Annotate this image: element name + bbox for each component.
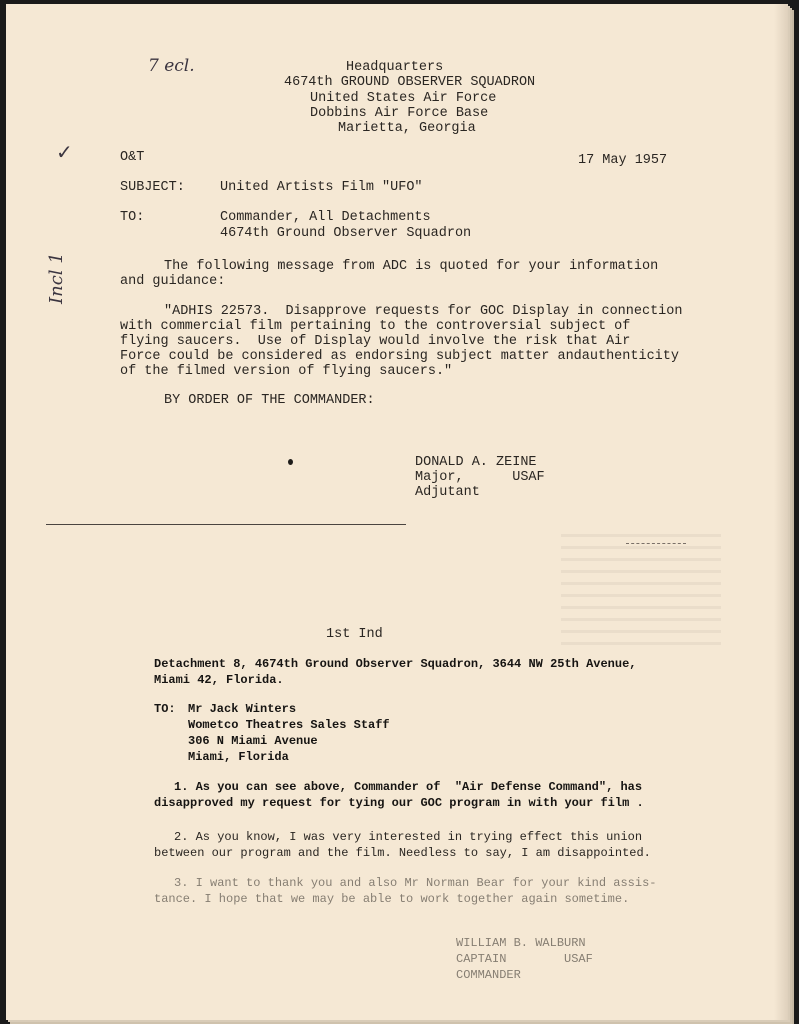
indorsement-signature-title: COMMANDER <box>456 968 521 982</box>
bleed-through-text <box>561 534 721 654</box>
quote-line-4: Force could be considered as endorsing subject matter andauthenticity <box>120 349 679 364</box>
letterhead-base: Dobbins Air Force Base <box>310 106 489 121</box>
indorsement-to-line-1: Mr Jack Winters <box>188 702 297 716</box>
indorsement-to-line-4: Miami, Florida <box>188 750 289 764</box>
memo-date: 17 May 1957 <box>578 153 668 168</box>
handwritten-margin-note: Incl 1 <box>46 252 67 304</box>
indorsement-heading: 1st Ind <box>326 627 383 642</box>
paragraph-2-line-1: 2. As you know, I was very interested in trying effect this union <box>174 830 643 844</box>
quote-line-5: of the filmed version of flying saucers." <box>120 364 453 379</box>
subject-text: United Artists Film "UFO" <box>220 180 423 195</box>
signature-title: Adjutant <box>415 485 480 500</box>
paragraph-3-line-2: tance. I hope that we may be able to work together again sometime. <box>154 892 630 906</box>
indorsement-signature-name: WILLIAM B. WALBURN <box>456 936 586 950</box>
letterhead-headquarters: Headquarters <box>346 60 444 75</box>
indorsement-from-line-2: Miami 42, Florida. <box>154 673 284 687</box>
paragraph-2-line-2: between our program and the film. Needless to say, I am disappointed. <box>154 846 651 860</box>
document-page <box>6 4 788 1020</box>
intro-line-1: The following message from ADC is quoted for your information <box>164 259 659 274</box>
ink-dot <box>288 459 293 465</box>
to-line-1: Commander, All Detachments <box>220 210 431 225</box>
quote-line-1: "ADHIS 22573. Disapprove requests for GOC Display in connection <box>164 304 683 319</box>
letterhead-air-force: United States Air Force <box>310 91 497 106</box>
indorsement-to-line-2: Wometco Theatres Sales Staff <box>188 718 390 732</box>
signature-name: DONALD A. ZEINE <box>415 455 537 470</box>
intro-line-2: and guidance: <box>120 274 226 289</box>
quote-line-2: with commercial film pertaining to the controversial subject of <box>120 319 631 334</box>
to-line-2: 4674th Ground Observer Squadron <box>220 226 472 241</box>
quote-line-3: flying saucers. Use of Display would involve the risk that Air <box>120 334 631 349</box>
indorsement-from-line-1: Detachment 8, 4674th Ground Observer Squadron, 3644 NW 25th Avenue, <box>154 657 637 671</box>
signature-rank: Major, USAF <box>415 470 545 485</box>
paragraph-1-line-1: 1. As you can see above, Commander of "Air Defense Command", has <box>174 780 643 794</box>
indorsement-signature-rank: CAPTAIN USAF <box>456 952 593 966</box>
letterhead-squadron: 4674th GROUND OBSERVER SQUADRON <box>284 75 536 90</box>
letterhead-location: Marietta, Georgia <box>338 121 476 136</box>
indorsement-to-label: TO: <box>154 702 176 716</box>
section-divider <box>46 524 406 525</box>
paragraph-1-line-2: disapproved my request for tying our GOC program in with your film . <box>154 796 644 810</box>
office-symbol: O&T <box>120 150 145 165</box>
paragraph-3-line-1: 3. I want to thank you and also Mr Norman Bear for your kind assis- <box>174 876 657 890</box>
by-order-line: BY ORDER OF THE COMMANDER: <box>164 393 375 408</box>
indorsement-to-line-3: 306 N Miami Avenue <box>188 734 318 748</box>
handwritten-check-mark: ✓ <box>56 140 73 164</box>
to-label: TO: <box>120 210 145 225</box>
page-edge-shadow <box>774 4 788 1020</box>
handwritten-top-note: 7 ecl. <box>148 56 195 76</box>
subject-label: SUBJECT: <box>120 180 185 195</box>
